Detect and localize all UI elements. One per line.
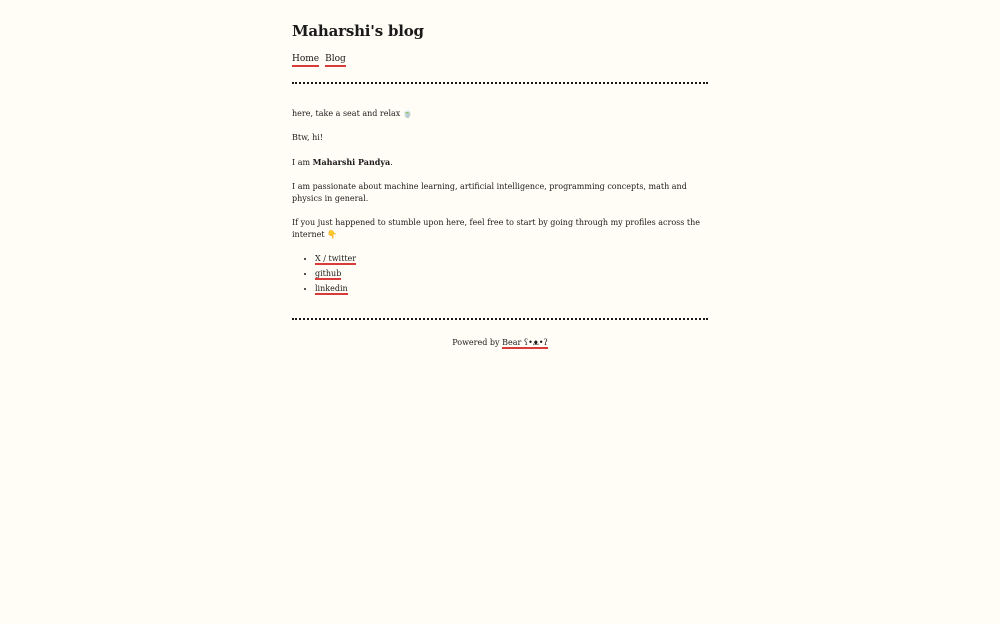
site-header	[292, 22, 708, 67]
main-nav	[292, 53, 708, 67]
passion-paragraph: I am passionate about machine learning, artificial intelligence, programming concepts, math and physics in general.	[292, 182, 687, 203]
twitter-link[interactable]: X / twitter	[315, 254, 357, 263]
page-container	[292, 0, 708, 349]
intro-text: here, take a seat and relax	[292, 109, 401, 118]
intro-paragraph	[292, 108, 708, 120]
tea-icon: 🍵	[402, 109, 413, 118]
nav-blog-link[interactable]: Blog	[325, 53, 346, 67]
stumble-text: If you just happened to stumble upon here, feel free to start by going through my profiles across the internet	[292, 218, 701, 239]
bear-link[interactable]: Bear ʕ•ᴥ•ʔ	[502, 338, 548, 347]
list-item	[315, 283, 708, 295]
nav-home-link[interactable]: Home	[292, 53, 319, 67]
header-divider	[292, 82, 708, 84]
main-content	[292, 108, 708, 295]
footer-divider	[292, 318, 708, 320]
list-item	[315, 253, 708, 265]
profiles-list	[292, 253, 708, 295]
github-link[interactable]: github	[315, 269, 342, 278]
greeting-paragraph: Btw, hi!	[292, 133, 324, 142]
name-suffix: .	[390, 158, 393, 167]
author-name: Maharshi Pandya	[312, 157, 391, 167]
linkedin-link[interactable]: linkedin	[315, 284, 348, 293]
site-title: Maharshi's blog	[292, 22, 424, 40]
site-footer	[292, 337, 708, 349]
name-prefix: I am	[292, 158, 313, 167]
list-item	[315, 268, 708, 280]
stumble-paragraph	[292, 217, 708, 241]
name-paragraph	[292, 156, 708, 169]
pointing-down-icon: 👇	[327, 230, 338, 239]
footer-prefix: Powered by	[452, 338, 503, 347]
